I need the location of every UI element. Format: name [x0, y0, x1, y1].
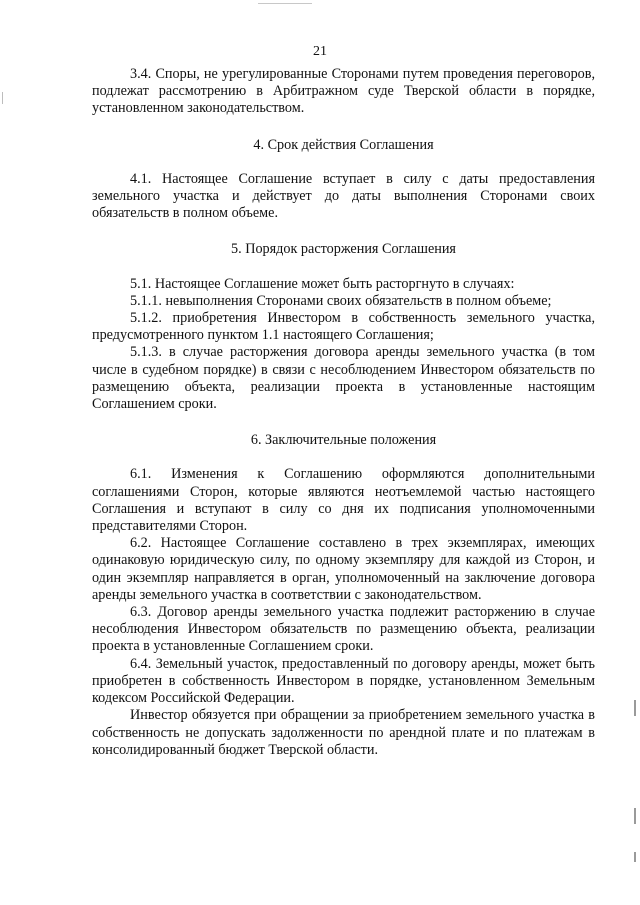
- scan-artifact-right: [634, 808, 636, 824]
- scan-artifact-right: [634, 852, 636, 862]
- paragraph-5-1-3: 5.1.3. в случае расторжения договора аренды земельного участка (в том числе в судебном порядке) в связи с несоблюдением Инвестором обязательств по размещению объекта, реализации проекта в установленные настоящим Соглашением сроки.: [92, 344, 595, 413]
- page-number: 21: [313, 44, 327, 59]
- paragraph-5-1-1: 5.1.1. невыполнения Сторонами своих обязательств в полном объеме;: [130, 292, 552, 309]
- section-heading-6: 6. Заключительные положения: [250, 432, 437, 449]
- paragraph-3-4: 3.4. Споры, не урегулированные Сторонами путем проведения переговоров, подлежат рассмотрению в Арбитражном суде Тверской области в порядке, установленном законодательством.: [92, 66, 595, 117]
- paragraph-6-3: 6.3. Договор аренды земельного участка подлежит расторжению в случае несоблюдения Инвестором обязательств по размещению объекта, реализации проекта в установленные Соглашением сроки.: [92, 604, 595, 655]
- scan-artifact-left: [2, 92, 3, 104]
- section-heading-4: 4. Срок действия Соглашения: [253, 136, 434, 153]
- paragraph-5-1-2: 5.1.2. приобретения Инвестором в собственность земельного участка, предусмотренного пунктом 1.1 настоящего Соглашения;: [92, 310, 595, 344]
- scan-artifact-right: [634, 700, 636, 716]
- paragraph-6-2: 6.2. Настоящее Соглашение составлено в трех экземплярах, имеющих одинаковую юридическую силу, по одному экземпляру для каждой из Сторон, и один экземпляр направляется в орган, уполномоченный на заключение договора аренды земельного участка в соответствии с законодательством.: [92, 535, 595, 603]
- paragraph-4-1: 4.1. Настоящее Соглашение вступает в силу с даты предоставления земельного участка и действует до даты выполнения Сторонами своих обязательств в полном объеме.: [92, 170, 595, 222]
- section-heading-5: 5. Порядок расторжения Соглашения: [231, 241, 456, 258]
- paragraph-6-1: 6.1. Изменения к Соглашению оформляются дополнительными соглашениями Сторон, которые являются неотъемлемой частью настоящего Соглашения и вступают в силу со дня их подписания уполномоченными представителями Сторон.: [92, 466, 595, 535]
- paragraph-investor-obligation: Инвестор обязуется при обращении за приобретением земельного участка в собственность не допускать задолженности по арендной плате и по платежам в консолидированный бюджет Тверской области.: [92, 707, 595, 758]
- document-body: [92, 66, 595, 759]
- paragraph-5-1: 5.1. Настоящее Соглашение может быть расторгнуто в случаях:: [130, 275, 515, 292]
- scan-artifact-top: [258, 3, 312, 4]
- paragraph-6-4: 6.4. Земельный участок, предоставленный по договору аренды, может быть приобретен в собственность Инвестором в порядке, установленном Земельным кодексом Российской Федерации.: [92, 655, 595, 707]
